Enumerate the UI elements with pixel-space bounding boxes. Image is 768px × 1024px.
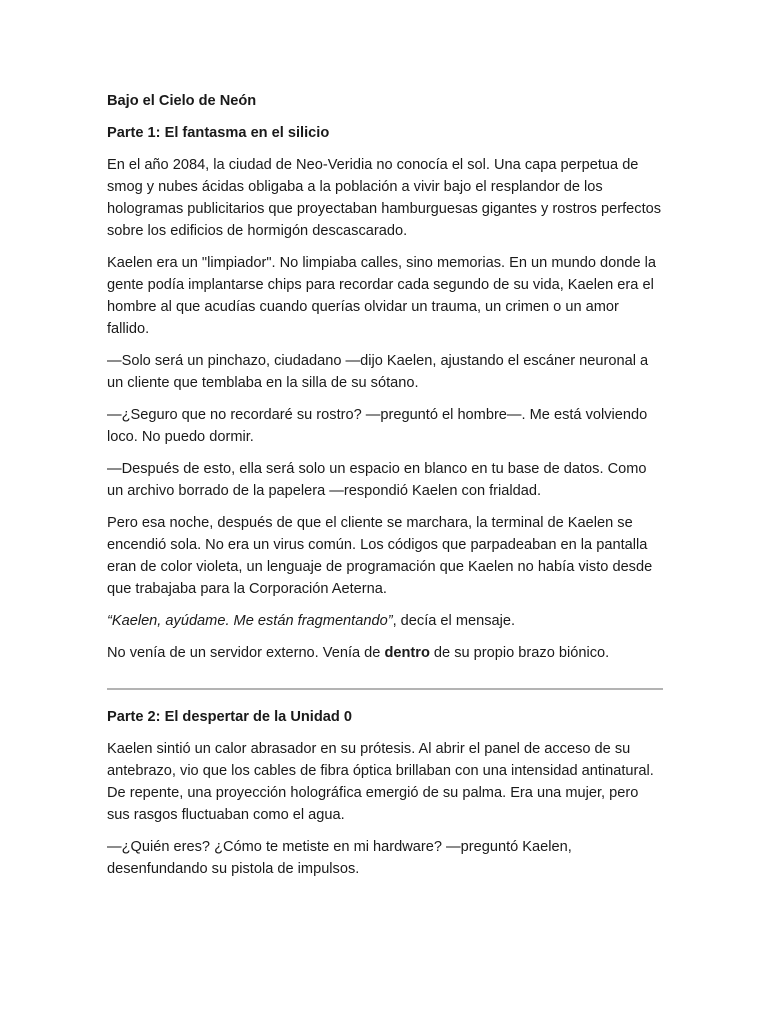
document-content <box>107 90 663 890</box>
paragraph: Kaelen sintió un calor abrasador en su prótesis. Al abrir el panel de acceso de su antebrazo, vio que los cables de fibra óptica brillaban con una intensidad antinatural. De repente, una proyección holográfica emergió de su palma. Era una mujer, pero sus rasgos fluctuaban como el agua. <box>107 741 654 823</box>
quote-rest: , decía el mensaje. <box>392 613 516 629</box>
section-divider <box>107 688 663 690</box>
closing-text-after: de su propio brazo biónico. <box>429 645 610 661</box>
paragraph: —Solo será un pinchazo, ciudadano —dijo Kaelen, ajustando el escáner neuronal a un cliente que temblaba en la silla de su sótano. <box>107 353 649 391</box>
quote-italic: “Kaelen, ayúdame. Me están fragmentando” <box>107 613 393 629</box>
paragraph: —Después de esto, ella será solo un espacio en blanco en tu base de datos. Como un archivo borrado de la papelera —respondió Kaelen con frialdad. <box>107 461 647 499</box>
part2-heading: Parte 2: El despertar de la Unidad 0 <box>107 709 352 725</box>
paragraph: —¿Quién eres? ¿Cómo te metiste en mi hardware? —preguntó Kaelen, desenfundando su pistola de impulsos. <box>107 839 572 877</box>
paragraph: Pero esa noche, después de que el cliente se marchara, la terminal de Kaelen se encendió sola. No era un virus común. Los códigos que parpadeaban en la pantalla eran de color violeta, un lenguaje de programación que Kaelen no había visto desde que trabajaba para la Corporación Aeterna. <box>107 515 653 597</box>
paragraph: —¿Seguro que no recordaré su rostro? —preguntó el hombre—. Me está volviendo loco. No puedo dormir. <box>107 407 648 445</box>
closing-text-bold: dentro <box>384 645 430 661</box>
document-title: Bajo el Cielo de Neón <box>107 93 257 109</box>
quote-paragraph <box>107 610 663 632</box>
closing-paragraph <box>107 642 663 664</box>
paragraph: En el año 2084, la ciudad de Neo-Veridia no conocía el sol. Una capa perpetua de smog y nubes ácidas obligaba a la población a vivir bajo el resplandor de los hologramas publicitarios que proyectaban hamburguesas gigantes y rostros perfectos sobre los edificios de hormigón descascarado. <box>107 157 662 239</box>
closing-text-before: No venía de un servidor externo. Venía de <box>107 645 385 661</box>
paragraph: Kaelen era un "limpiador". No limpiaba calles, sino memorias. En un mundo donde la gente podía implantarse chips para recordar cada segundo de su vida, Kaelen era el hombre al que acudías cuando querías olvidar un trauma, un crimen o un amor fallido. <box>107 255 657 337</box>
part1-heading: Parte 1: El fantasma en el silicio <box>107 125 330 141</box>
